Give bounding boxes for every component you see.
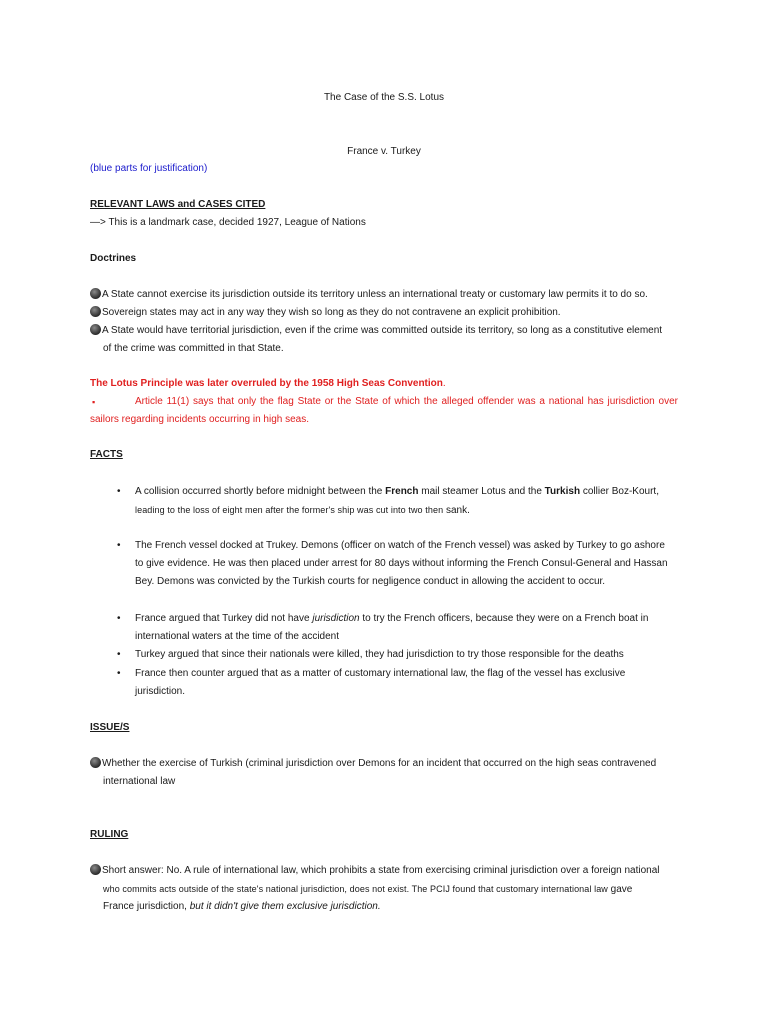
fact-french: French [385,486,419,497]
fact-5-line-2: jurisdiction. [135,686,186,697]
document-title: The Case of the S.S. Lotus [323,92,445,103]
doctrine-text: A State would have territorial jurisdiction, even if the crime was committed outside its territory, so long as a constitutive element [102,325,663,336]
bullet-dot-icon: • [117,613,121,624]
ruling-exclusive-text: but it didn't give them exclusive jurisdiction. [189,901,381,912]
fact-2-line-2: to give evidence. He was then placed under arrest for 80 days without informing the French Consul-General and Hassan [135,558,668,569]
fact-text: A collision occurred shortly before midnight between the [135,486,386,497]
fact-1-line-2 [135,503,470,518]
fact-turkish: Turkish [544,486,581,497]
ruling-item [90,864,660,878]
fact-jurisdiction: jurisdiction [312,613,360,624]
fact-3-line-1 [135,612,648,626]
ruling-text: gave [607,884,633,895]
doctrine-item [90,288,648,302]
ruling-text: France jurisdiction, [103,901,190,912]
relevant-laws-heading: RELEVANT LAWS and CASES CITED [90,199,266,210]
issue-text: Whether the exercise of Turkish (criminal jurisdiction over Demons for an incident that occurred on the high seas contravened [102,758,657,769]
doctrine-text: A State cannot exercise its jurisdiction outside its territory unless an international treaty or customary law permits it to do so. [102,289,648,300]
issues-heading: ISSUE/S [90,722,130,733]
fact-4: Turkey argued that since their nationals were killed, they had jurisdiction to try those responsible for the deaths [135,649,624,660]
fact-text: to try the French officers, because they were on a French boat in [359,613,649,624]
ruling-text: Short answer: No. A rule of international law, which prohibits a state from exercising criminal jurisdiction over a foreign national [102,865,660,876]
lotus-principle-heading [90,377,446,391]
bullet-dot-icon: • [117,649,121,660]
fact-1-line-1 [135,485,659,499]
lotus-heading-period: . [442,378,446,389]
issue-item [90,757,656,771]
fact-text: sank. [443,505,470,516]
lotus-heading-text: The Lotus Principle was later overruled by the 1958 High Seas Convention [90,378,443,389]
ruling-text: who commits acts outside of the state's national jurisdiction, does not exist. The PCIJ found that customary international law [103,884,608,894]
bullet-dot-icon: • [117,668,121,679]
red-square-bullet-icon: ▪ [92,397,96,407]
bullet-dot-icon: • [117,486,121,497]
fact-2-line-3: Bey. Demons was convicted by the Turkish courts for negligence conduct in allowing the accident to occur. [135,576,606,587]
fact-text: mail steamer Lotus and the [418,486,545,497]
doctrine-continuation: of the crime was committed in that State. [103,343,284,354]
facts-heading: FACTS [90,449,123,460]
issue-continuation: international law [103,776,176,787]
doctrine-text: Sovereign states may act in any way they wish so long as they do not contravene an explicit prohibition. [102,307,561,318]
fact-text: leading to the loss of eight men after the former's ship was cut into two then [135,505,444,515]
fact-3-line-2: international waters at the time of the accident [135,631,340,642]
ruling-heading: RULING [90,829,129,840]
bullet-icon [90,306,101,317]
fact-5-line-1: France then counter argued that as a matter of customary international law, the flag of the vessel has exclusive [135,668,626,679]
doctrines-heading: Doctrines [90,253,137,264]
bullet-icon [90,288,101,299]
ruling-line-3 [103,900,381,914]
bullet-icon [90,757,101,768]
doctrine-item [90,324,662,338]
article-11-continuation: sailors regarding incidents occurring in high seas. [90,414,310,425]
fact-text: collier Boz-Kourt, [580,486,659,497]
justification-note: (blue parts for justification) [90,163,208,174]
parties: France v. Turkey [347,146,421,157]
bullet-icon [90,864,101,875]
landmark-case-line: —> This is a landmark case, decided 1927, League of Nations [90,217,366,228]
fact-text: France argued that Turkey did not have [135,613,313,624]
article-11-line: Article 11(1) says that only the flag State or the State of which the alleged offender was a national has jurisdiction over [135,396,678,407]
doctrine-item [90,306,561,320]
fact-2-line-1: The French vessel docked at Trukey. Demons (officer on watch of the French vessel) was asked by Turkey to go ashore [135,540,665,551]
bullet-icon [90,324,101,335]
ruling-line-2 [103,882,632,897]
bullet-dot-icon: • [117,540,121,551]
